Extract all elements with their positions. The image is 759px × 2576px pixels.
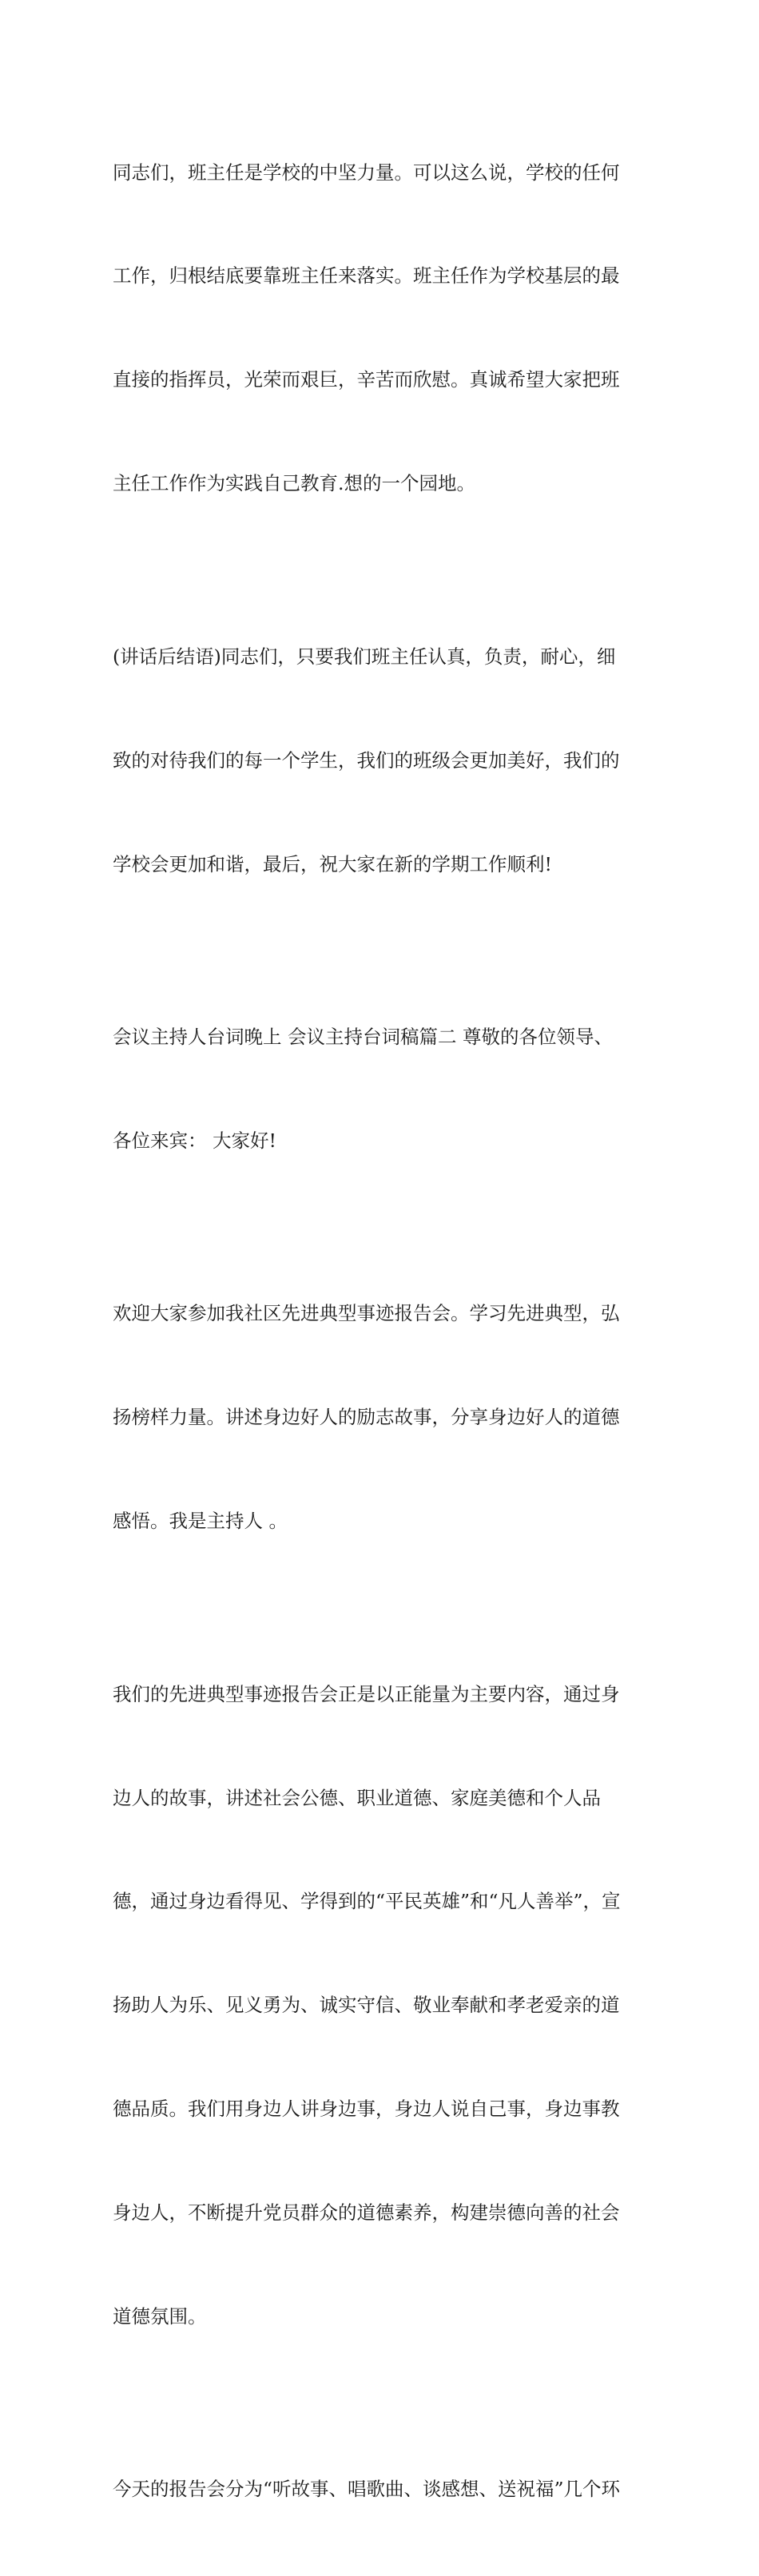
- text-line: 德，通过身边看得见、学得到的“平民英雄”和“凡人善举”，宣: [113, 1890, 621, 1913]
- text-line: (讲话后结语)同志们，只要我们班主任认真，负责，耐心，细: [113, 645, 616, 668]
- text-line: 身边人，不断提升党员群众的道德素养，构建崇德向善的社会: [113, 2201, 620, 2225]
- document-body: [113, 86, 650, 2576]
- text-line: 我们的先进典型事迹报告会正是以正能量为主要内容，通过身: [113, 1682, 620, 1705]
- text-line: 道德氛围。: [113, 2305, 207, 2328]
- text-line: 同志们，班主任是学校的中坚力量。可以这么说，学校的任何: [113, 161, 620, 184]
- paragraph-report-meeting: [113, 1608, 650, 2403]
- text-line: 感悟。我是主持人 。: [113, 1510, 288, 1533]
- text-line: 主任工作作为实践自己教育.想的一个园地。: [113, 472, 475, 495]
- text-line: 学校会更加和谐，最后，祝大家在新的学期工作顺利!: [113, 852, 552, 875]
- text-line: 各位来宾： 大家好!: [113, 1129, 276, 1152]
- text-line: 会议主持人台词晚上 会议主持台词稿篇二 尊敬的各位领导、: [113, 1026, 613, 1049]
- text-line: 工作，归根结底要靠班主任来落实。班主任作为学校基层的最: [113, 264, 620, 288]
- text-line: 扬榜样力量。讲述身边好人的励志故事，分享身边好人的道德: [113, 1406, 620, 1429]
- text-line: 德品质。我们用身边人讲身边事，身边人说自己事，身边事教: [113, 2098, 620, 2121]
- paragraph-welcome: [113, 1228, 650, 1608]
- paragraph-host-script-heading: [113, 951, 650, 1227]
- paragraph-agenda: [113, 2403, 650, 2576]
- text-line: 直接的指挥员，光荣而艰巨，辛苦而欣慰。真诚希望大家把班: [113, 368, 620, 391]
- text-line: 扬助人为乐、见义勇为、诚实守信、敬业奉献和孝老爱亲的道: [113, 1994, 620, 2017]
- paragraph-class-teacher-role: [113, 86, 650, 570]
- paragraph-closing-remarks: [113, 570, 650, 951]
- text-line: 欢迎大家参加我社区先进典型事迹报告会。学习先进典型，弘: [113, 1302, 620, 1325]
- text-line: 边人的故事，讲述社会公德、职业道德、家庭美德和个人品: [113, 1786, 601, 1809]
- text-line: 致的对待我们的每一个学生，我们的班级会更加美好，我们的: [113, 748, 620, 772]
- text-line: 今天的报告会分为“听故事、唱歌曲、谈感想、送祝福”几个环: [113, 2478, 621, 2501]
